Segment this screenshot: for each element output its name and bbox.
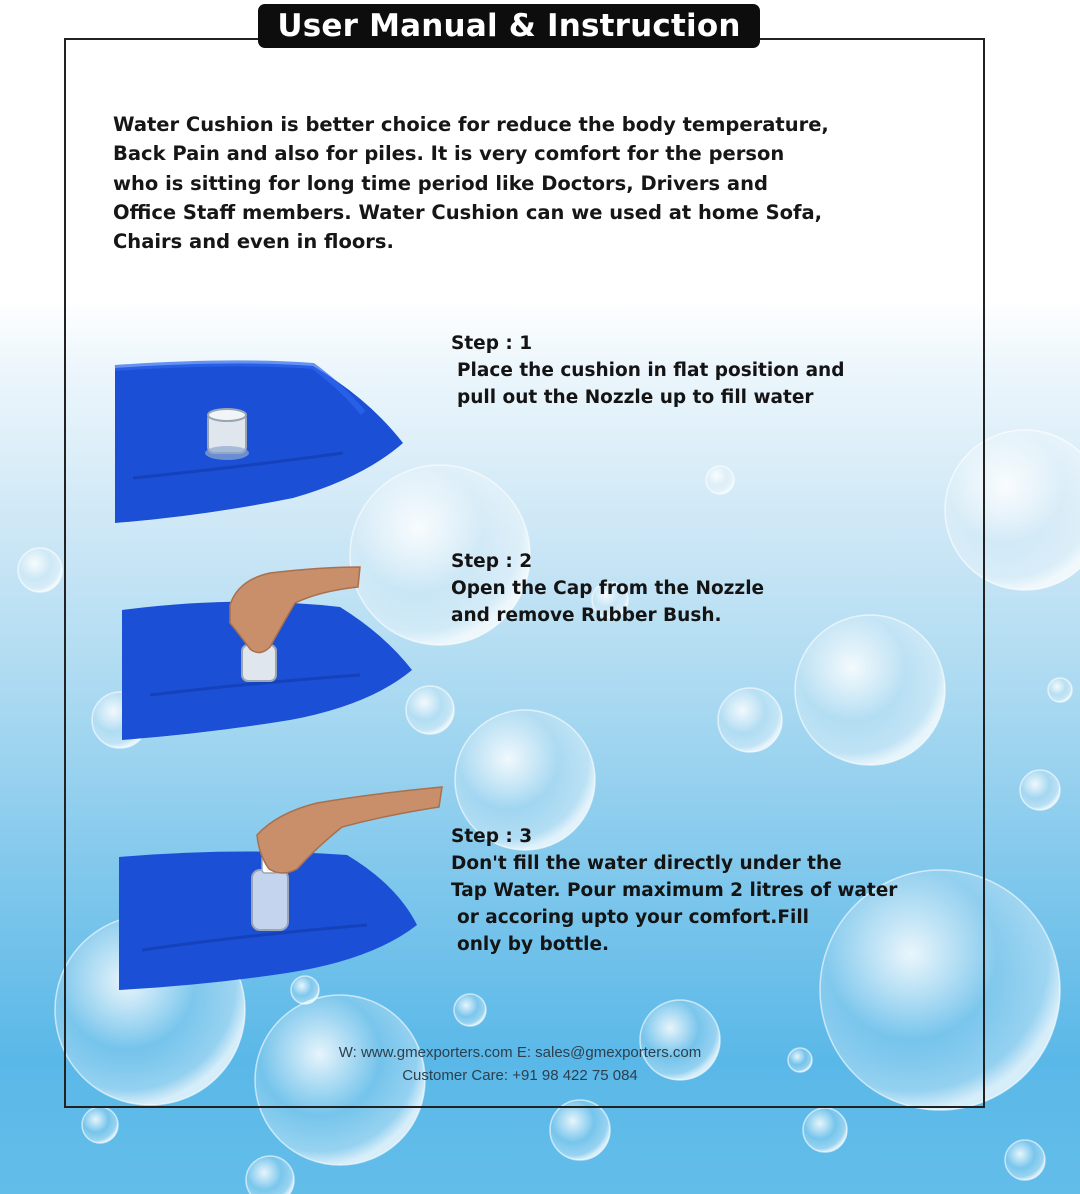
step-heading: Step : 3: [451, 826, 533, 847]
step-line: Tap Water. Pour maximum 2 litres of water: [451, 880, 898, 901]
footer-customer-care: Customer Care: +91 98 422 75 084: [402, 1067, 638, 1084]
step-2-cushion-photo: [120, 565, 420, 745]
intro-line: Office Staff members. Water Cushion can we used at home Sofa,: [113, 200, 823, 224]
step-3: [451, 823, 897, 958]
step-line: Place the cushion in flat position and: [457, 360, 845, 381]
step-3-cushion-photo: [117, 785, 447, 995]
footer-contact-web: W: www.gmexporters.com E: sales@gmexporters.com: [338, 1044, 702, 1061]
intro-line: Chairs and even in floors.: [113, 230, 394, 254]
step-1-cushion-photo: [113, 358, 413, 528]
step-1: [451, 330, 844, 411]
intro-line: Water Cushion is better choice for reduce the body temperature,: [113, 113, 829, 136]
page-title: User Manual & Instruction: [258, 4, 760, 48]
intro-line: who is sitting for long time period like Doctors, Drivers and: [113, 171, 768, 195]
step-line: Open the Cap from the Nozzle: [451, 578, 765, 599]
step-line: Don't fill the water directly under the: [451, 853, 842, 874]
step-2: [451, 548, 764, 629]
intro-line: Back Pain and also for piles. It is very comfort for the person: [113, 142, 785, 166]
intro-paragraph: [113, 110, 883, 256]
step-line: pull out the Nozzle up to fill water: [457, 387, 814, 408]
step-line: or accoring upto your comfort.Fill: [457, 907, 809, 928]
step-heading: Step : 1: [451, 333, 533, 354]
step-line: and remove Rubber Bush.: [451, 605, 722, 626]
step-line: only by bottle.: [457, 934, 610, 955]
step-heading: Step : 2: [451, 551, 533, 572]
